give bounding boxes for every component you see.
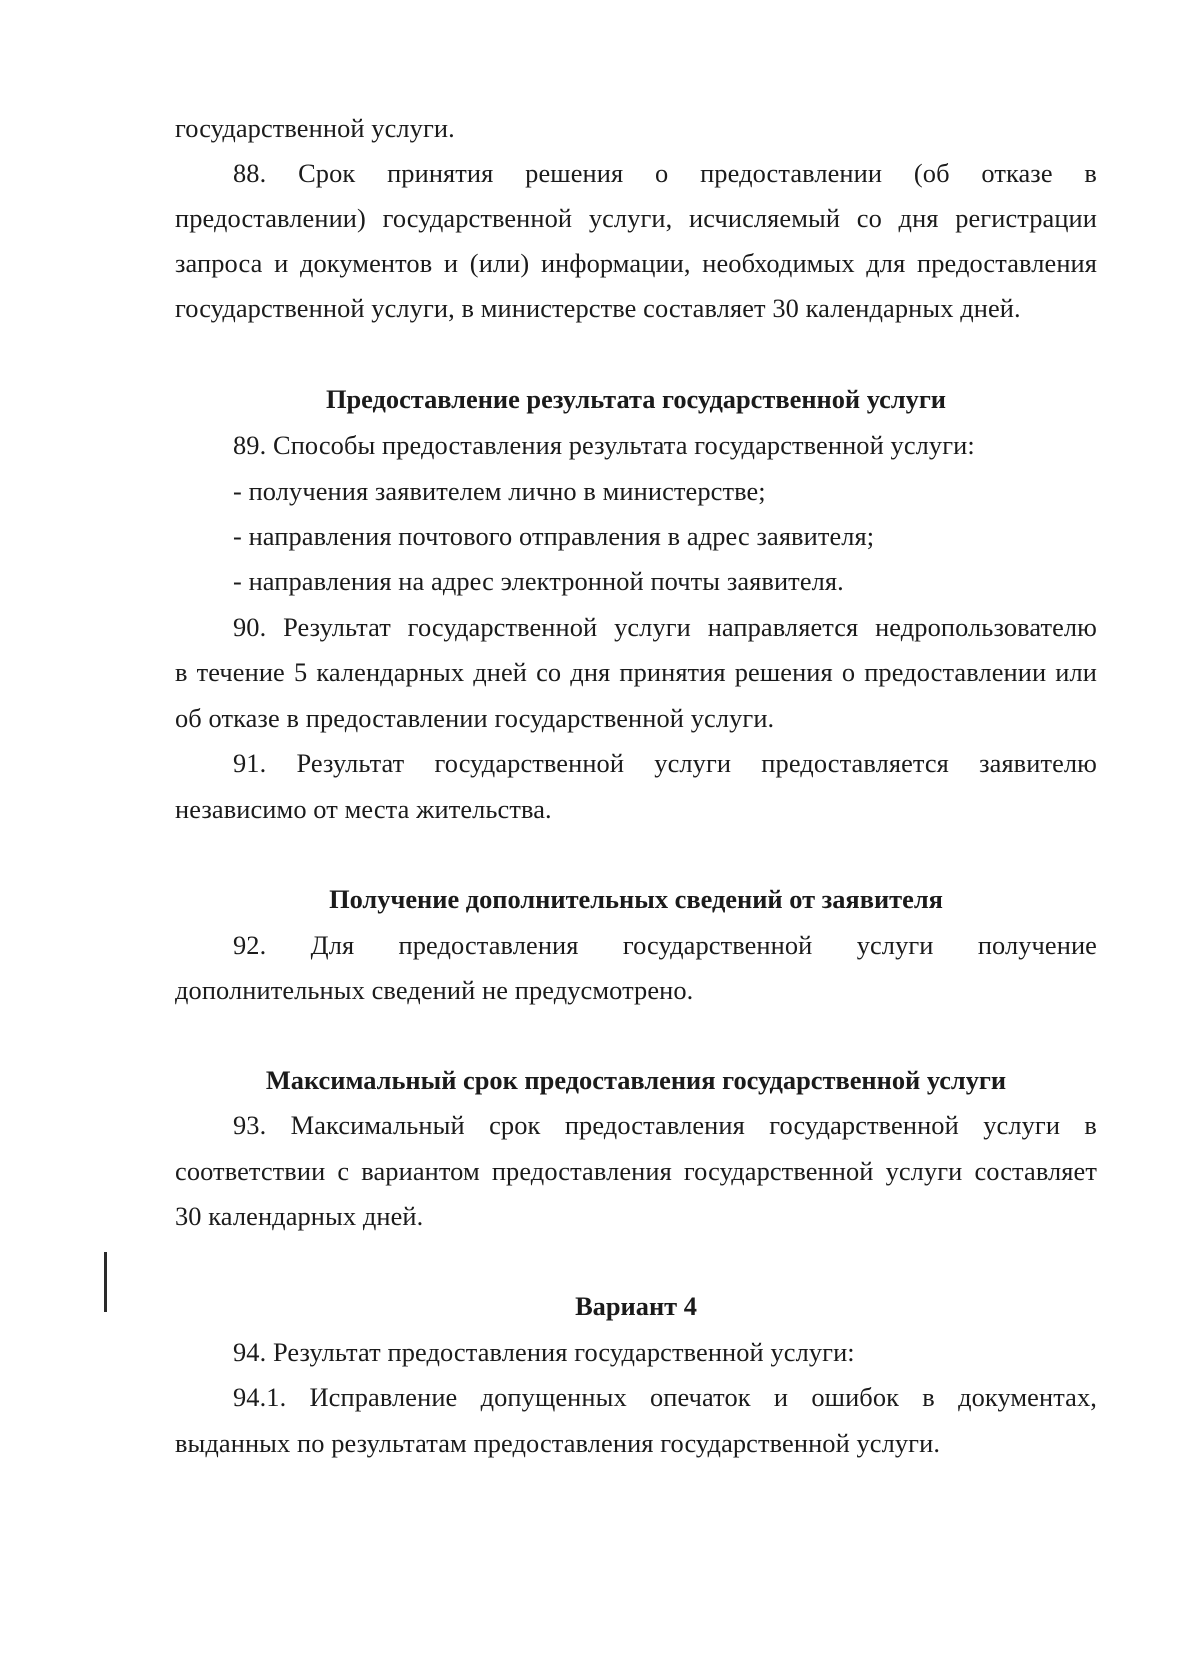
paragraph-90-line-1: 90. Результат государственной услуги направляется недропользователю (233, 612, 1097, 642)
paragraph-88-line-2: предоставлении) государственной услуги, исчисляемый со дня регистрации (175, 203, 1097, 233)
list-item-in-person: - получения заявителем лично в министерстве; (233, 476, 766, 506)
paragraph-92-line-1: 92. Для предоставления государственной услуги получение (233, 930, 1097, 960)
section-heading-result: Предоставление результата государственной услуги (325, 384, 947, 414)
paragraph-88-line-3: запроса и документов и (или) информации, необходимых для предоставления (175, 248, 1097, 278)
paragraph-93-line-2: соответствии с вариантом предоставления государственной услуги составляет (175, 1156, 1097, 1186)
paragraph-94: 94. Результат предоставления государственной услуги: (233, 1337, 855, 1367)
paragraph-90-line-3: об отказе в предоставлении государственной услуги. (175, 703, 775, 733)
paragraph-87-end: государственной услуги. (175, 113, 455, 143)
paragraph-93-line-3: 30 календарных дней. (175, 1201, 424, 1231)
section-heading-additional-info: Получение дополнительных сведений от заявителя (329, 884, 943, 914)
paragraph-94-1-line-1: 94.1. Исправление допущенных опечаток и ошибок в документах, (233, 1382, 1097, 1412)
paragraph-88-line-1: 88. Срок принятия решения о предоставлении (об отказе в (233, 158, 1097, 188)
list-item-postal: - направления почтового отправления в адрес заявителя; (233, 521, 875, 551)
section-heading-variant-4: Вариант 4 (575, 1291, 697, 1321)
margin-change-bar (104, 1252, 107, 1312)
paragraph-92-line-2: дополнительных сведений не предусмотрено. (175, 975, 694, 1005)
paragraph-91-line-1: 91. Результат государственной услуги предоставляется заявителю (233, 748, 1097, 778)
paragraph-88-line-4: государственной услуги, в министерстве составляет 30 календарных дней. (175, 293, 1021, 323)
paragraph-89: 89. Способы предоставления результата государственной услуги: (233, 430, 975, 460)
paragraph-94-1-line-2: выданных по результатам предоставления государственной услуги. (175, 1428, 941, 1458)
paragraph-90-line-2: в течение 5 календарных дней со дня принятия решения о предоставлении или (175, 657, 1097, 687)
section-heading-max-term: Максимальный срок предоставления государственной услуги (265, 1065, 1007, 1095)
paragraph-93-line-1: 93. Максимальный срок предоставления государственной услуги в (233, 1110, 1097, 1140)
list-item-email: - направления на адрес электронной почты заявителя. (233, 566, 844, 596)
paragraph-91-line-2: независимо от места жительства. (175, 794, 552, 824)
